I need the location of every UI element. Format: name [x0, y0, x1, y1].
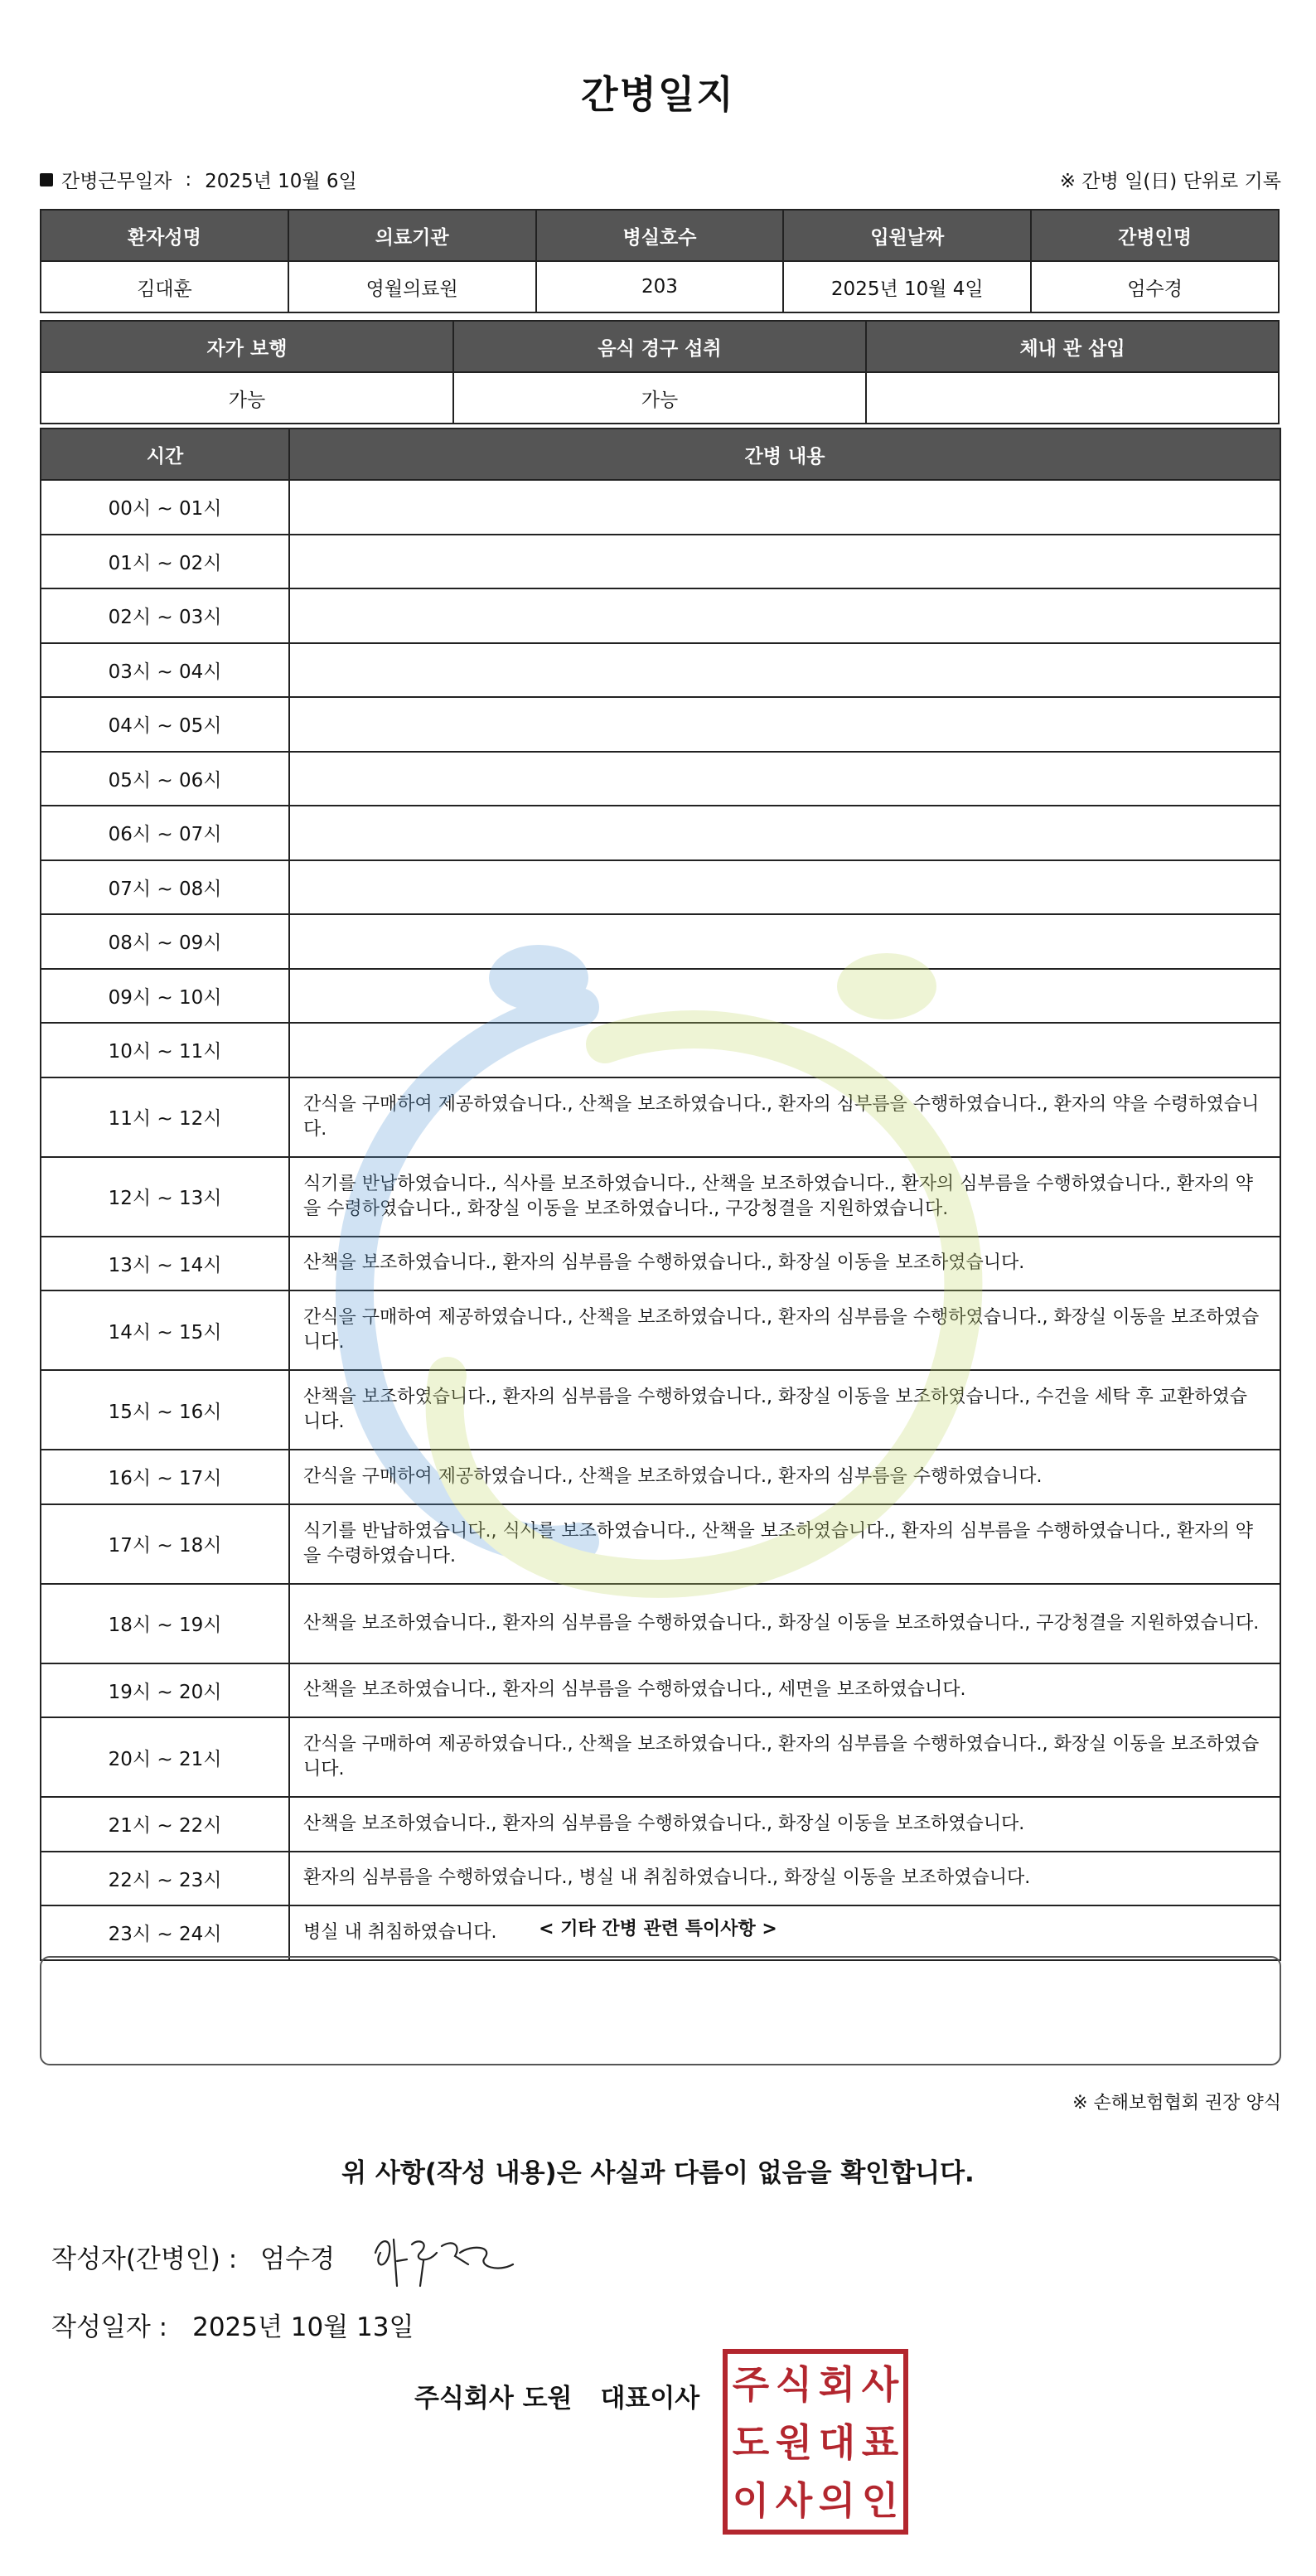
header-patient-name: 환자성명 — [41, 210, 288, 261]
unit-note: ※ 간병 일(日) 단위로 기록 — [1059, 171, 1281, 192]
care-log-content: 간식을 구매하여 제공하였습니다., 산책을 보조하였습니다., 환자의 심부름을 수행하였습니다., 환자의 약을 수령하였습니다. — [289, 1077, 1280, 1157]
confirmation-text: 위 사항(작성 내용)은 사실과 다름이 없음을 확인합니다. — [341, 2158, 975, 2188]
care-log-row — [41, 914, 1280, 969]
header-admission-date: 입원날짜 — [783, 210, 1031, 261]
stamp-glyph: 의 — [818, 2478, 856, 2523]
care-log-content — [289, 535, 1280, 589]
care-log-content: 간식을 구매하여 제공하였습니다., 산책을 보조하였습니다., 환자의 심부름을 수행하였습니다., 화장실 이동을 보조하였습니다. — [289, 1717, 1280, 1797]
care-log-time: 09시 ~ 10시 — [41, 969, 289, 1024]
care-log-row — [41, 1157, 1280, 1237]
care-log-content: 식기를 반납하였습니다., 식사를 보조하였습니다., 산책을 보조하였습니다., 환자의 심부름을 수행하였습니다., 환자의 약을 수령하였습니다., 화장실 이동을 보조하였습니다., 구강청결을 지원하였습니다. — [289, 1157, 1280, 1237]
care-log-time: 16시 ~ 17시 — [41, 1450, 289, 1504]
care-log-content — [289, 914, 1280, 969]
care-log-content — [289, 752, 1280, 806]
stamp-glyph: 사 — [861, 2362, 899, 2407]
care-log-time: 01시 ~ 02시 — [41, 535, 289, 589]
care-log-content: 식기를 반납하였습니다., 식사를 보조하였습니다., 산책을 보조하였습니다., 환자의 심부름을 수행하였습니다., 환자의 약을 수령하였습니다. — [289, 1504, 1280, 1584]
written-date-line — [51, 2306, 414, 2343]
header-hospital: 의료기관 — [288, 210, 536, 261]
writer-line — [51, 2238, 335, 2275]
stamp-glyph: 사 — [775, 2478, 813, 2523]
care-log-time: 15시 ~ 16시 — [41, 1370, 289, 1450]
work-date-label: 간병근무일자 — [61, 171, 172, 192]
care-log-time: 18시 ~ 19시 — [41, 1584, 289, 1663]
care-log-time: 12시 ~ 13시 — [41, 1157, 289, 1237]
company-seal-stamp — [723, 2349, 908, 2535]
care-log-row — [41, 1237, 1280, 1291]
written-date-value: 2025년 10월 13일 — [192, 2312, 414, 2342]
work-date — [40, 166, 357, 193]
care-log-content: 환자의 심부름을 수행하였습니다., 병실 내 취침하였습니다., 화장실 이동을 보조하였습니다. — [289, 1852, 1280, 1906]
handwritten-signature — [369, 2228, 518, 2294]
stamp-glyph: 표 — [861, 2420, 899, 2465]
care-log-content — [289, 1023, 1280, 1077]
care-log-table — [40, 428, 1281, 1961]
care-log-content — [289, 480, 1280, 535]
care-log-time: 22시 ~ 23시 — [41, 1852, 289, 1906]
special-notes-box — [40, 1956, 1281, 2065]
care-log-row — [41, 969, 1280, 1024]
stamp-glyph: 회 — [818, 2362, 856, 2407]
patient-status-value-row — [41, 372, 1279, 424]
care-log-time: 14시 ~ 15시 — [41, 1290, 289, 1370]
care-log-row — [41, 535, 1280, 589]
care-log-row — [41, 752, 1280, 806]
care-log-time: 11시 ~ 12시 — [41, 1077, 289, 1157]
care-log-time: 08시 ~ 09시 — [41, 914, 289, 969]
bullet-square-icon — [40, 173, 53, 186]
care-log-time: 17시 ~ 18시 — [41, 1504, 289, 1584]
writer-label: 작성자(간병인) : — [51, 2244, 238, 2274]
care-log-time: 04시 ~ 05시 — [41, 697, 289, 752]
care-log-content — [289, 643, 1280, 698]
care-log-content — [289, 806, 1280, 860]
care-log-time: 20시 ~ 21시 — [41, 1717, 289, 1797]
patient-info-value-row — [41, 261, 1279, 312]
care-log-time: 19시 ~ 20시 — [41, 1663, 289, 1718]
work-date-sep: : — [185, 168, 192, 191]
care-log-time: 13시 ~ 14시 — [41, 1237, 289, 1291]
caregiver-name: 엄수경 — [1031, 261, 1279, 312]
written-date-label: 작성일자 : — [51, 2312, 168, 2342]
stamp-glyph: 원 — [775, 2420, 813, 2465]
header-tube-insertion: 체내 관 삽입 — [866, 321, 1279, 372]
room-number: 203 — [536, 261, 784, 312]
care-log-row — [41, 1504, 1280, 1584]
stamp-glyph: 대 — [818, 2420, 856, 2465]
care-log-row — [41, 1852, 1280, 1906]
care-log-time: 06시 ~ 07시 — [41, 806, 289, 860]
care-log-content: 간식을 구매하여 제공하였습니다., 산책을 보조하였습니다., 환자의 심부름을 수행하였습니다. — [289, 1450, 1280, 1504]
patient-status-header-row — [41, 321, 1279, 372]
care-log-row — [41, 1370, 1280, 1450]
document-title: 간병일지 — [581, 72, 735, 117]
header-room: 병실호수 — [536, 210, 784, 261]
care-log-row — [41, 643, 1280, 698]
stamp-glyph: 도 — [732, 2420, 770, 2465]
care-log-header-row — [41, 429, 1280, 480]
header-caregiver: 간병인명 — [1031, 210, 1279, 261]
stamp-glyph: 주 — [732, 2362, 770, 2407]
care-log-time: 23시 ~ 24시 — [41, 1905, 289, 1960]
stamp-glyph: 이 — [732, 2478, 770, 2523]
work-date-value: 2025년 10월 6일 — [205, 171, 357, 192]
care-log-body — [41, 480, 1280, 1960]
care-log-row — [41, 1077, 1280, 1157]
tube-insertion-value — [866, 372, 1279, 424]
special-notes-title: < 기타 간병 관련 특이사항 > — [539, 1919, 777, 1939]
patient-status-table — [40, 320, 1280, 424]
care-log-content: 산책을 보조하였습니다., 환자의 심부름을 수행하였습니다., 화장실 이동을 보조하였습니다. — [289, 1237, 1280, 1291]
care-log-time: 07시 ~ 08시 — [41, 860, 289, 915]
writer-name: 엄수경 — [260, 2244, 336, 2274]
header-self-walking: 자가 보행 — [41, 321, 453, 372]
care-log-content — [289, 860, 1280, 915]
care-log-content: 산책을 보조하였습니다., 환자의 심부름을 수행하였습니다., 화장실 이동을 보조하였습니다. — [289, 1797, 1280, 1852]
care-log-time: 21시 ~ 22시 — [41, 1797, 289, 1852]
header-oral-intake: 음식 경구 섭취 — [453, 321, 866, 372]
care-log-row — [41, 806, 1280, 860]
care-log-row — [41, 480, 1280, 535]
care-log-content — [289, 697, 1280, 752]
hospital-name: 영월의료원 — [288, 261, 536, 312]
care-log-time: 00시 ~ 01시 — [41, 480, 289, 535]
stamp-glyph: 식 — [775, 2362, 813, 2407]
stamp-glyph: 인 — [861, 2478, 899, 2523]
company-line — [414, 2377, 699, 2414]
patient-name: 김대훈 — [41, 261, 288, 312]
care-log-content: 산책을 보조하였습니다., 환자의 심부름을 수행하였습니다., 화장실 이동을 보조하였습니다., 구강청결을 지원하였습니다. — [289, 1584, 1280, 1663]
ceo-title: 대표이사 — [600, 2384, 700, 2414]
care-log-content: 간식을 구매하여 제공하였습니다., 산책을 보조하였습니다., 환자의 심부름을 수행하였습니다., 화장실 이동을 보조하였습니다. — [289, 1290, 1280, 1370]
patient-info-header-row — [41, 210, 1279, 261]
care-log-content: 병실 내 취침하였습니다. — [289, 1905, 1280, 1960]
care-log-row — [41, 1023, 1280, 1077]
header-care-content: 간병 내용 — [289, 429, 1280, 480]
self-walking-value: 가능 — [41, 372, 453, 424]
care-log-content: 산책을 보조하였습니다., 환자의 심부름을 수행하였습니다., 세면을 보조하였습니다. — [289, 1663, 1280, 1718]
company-name: 주식회사 도원 — [414, 2384, 573, 2414]
care-log-content — [289, 588, 1280, 643]
header-time: 시간 — [41, 429, 289, 480]
oral-intake-value: 가능 — [453, 372, 866, 424]
care-log-time: 02시 ~ 03시 — [41, 588, 289, 643]
care-log-content: 산책을 보조하였습니다., 환자의 심부름을 수행하였습니다., 화장실 이동을 보조하였습니다., 수건을 세탁 후 교환하였습니다. — [289, 1370, 1280, 1450]
admission-date: 2025년 10월 4일 — [783, 261, 1031, 312]
care-log-content — [289, 969, 1280, 1024]
care-log-time: 05시 ~ 06시 — [41, 752, 289, 806]
care-log-row — [41, 860, 1280, 915]
care-log-row — [41, 1450, 1280, 1504]
care-log-time: 10시 ~ 11시 — [41, 1023, 289, 1077]
care-log-row — [41, 588, 1280, 643]
care-log-row — [41, 697, 1280, 752]
care-log-row — [41, 1797, 1280, 1852]
care-log-row — [41, 1717, 1280, 1797]
patient-info-table — [40, 209, 1280, 313]
care-log-row — [41, 1290, 1280, 1370]
care-log-row — [41, 1663, 1280, 1718]
association-note: ※ 손해보험협회 권장 양식 — [1072, 2093, 1281, 2114]
care-log-time: 03시 ~ 04시 — [41, 643, 289, 698]
care-log-row — [41, 1584, 1280, 1663]
